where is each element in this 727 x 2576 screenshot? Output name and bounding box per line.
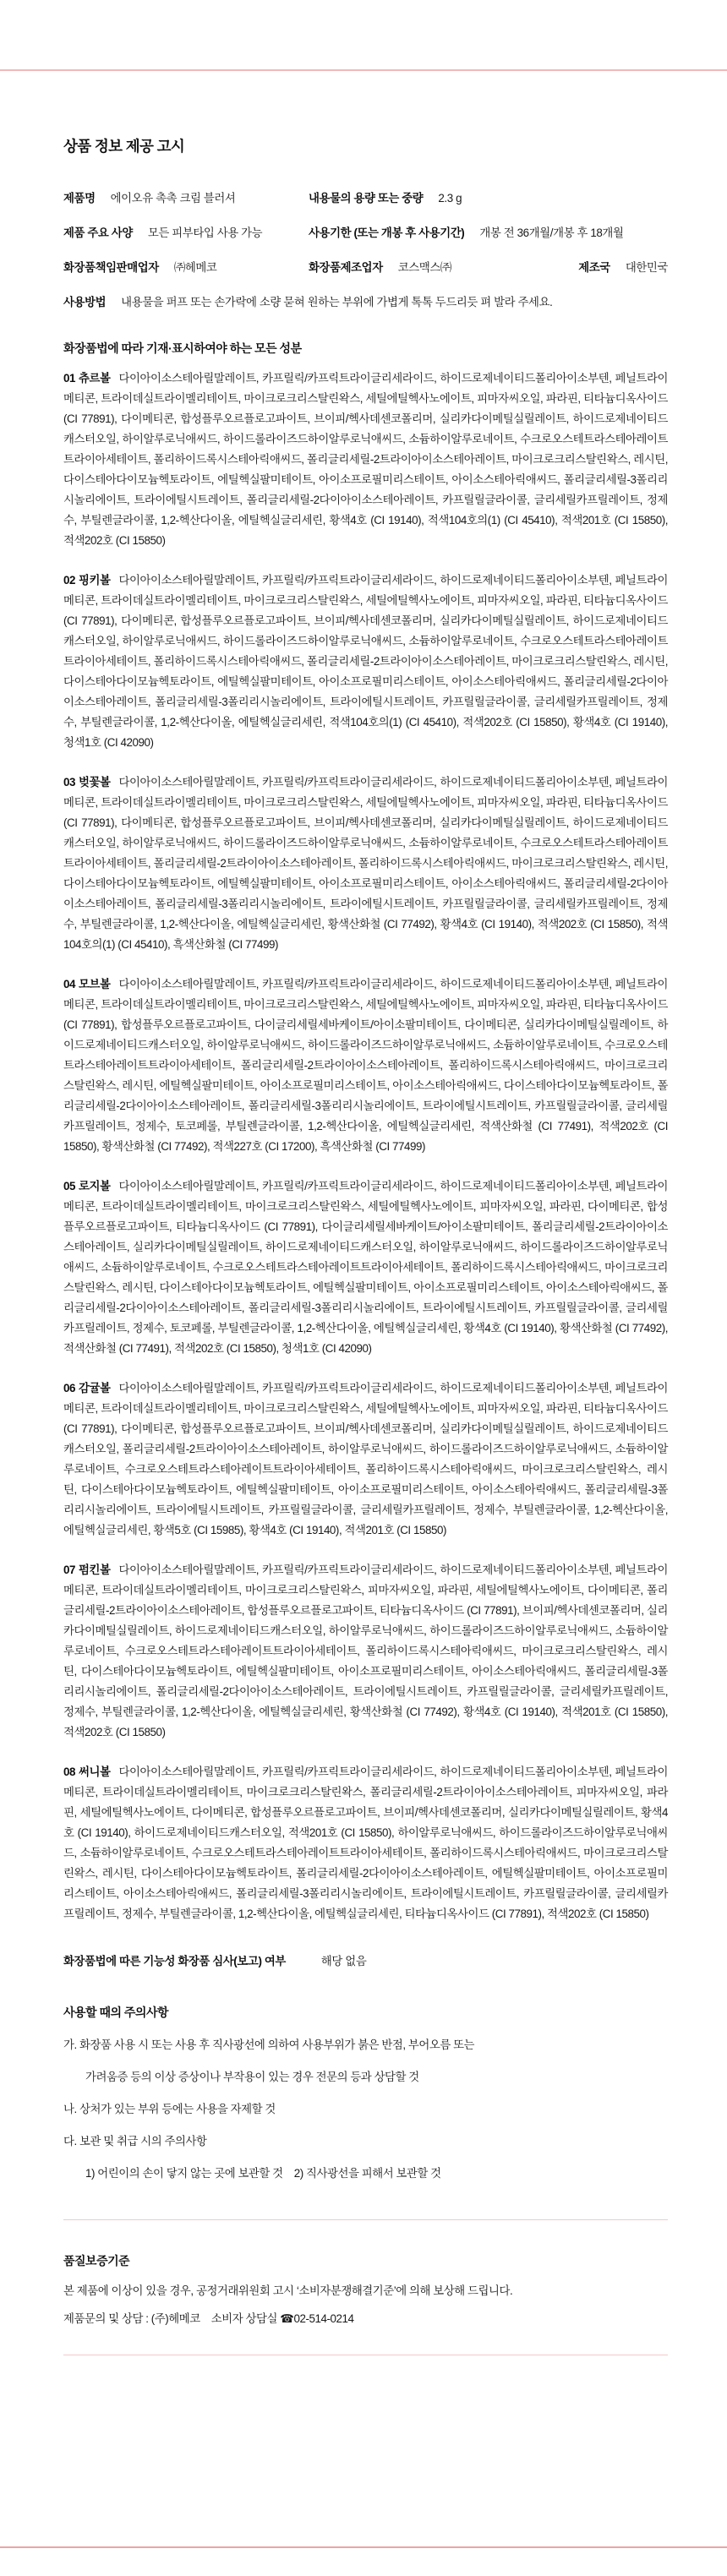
- shade-ingredients-05: [63, 1176, 668, 1359]
- bottom-spacer: [0, 2355, 727, 2546]
- field-value: 대한민국: [625, 261, 668, 274]
- ingredients-heading: 화장품법에 따라 기재·표시하여야 하는 모든 성분: [63, 341, 302, 355]
- shade-ingredients-07: [63, 1560, 668, 1743]
- ingredient-list: 다이아이소스테아릴말레이트, 카프릴릭/카프릭트라이글리세라이드, 하이드로제네이티드폴리아이소부텐, 페닐트라이메티콘, 트라이데실트라이멜리테이트, 마이크로크리스탈린왁스, 세틸에틸헥사노에이트, 피마자씨오일, 파라핀, 티타늄디옥사이드 (CI 77891), 다이메티콘, 합성플루오르플로고파이트, 브이피/헥사데센코폴리머, 실리카다이메틸실릴레이트, 하이드로제네이티드캐스터오일, 폴리글리세릴-2트라이아이소스테아레이트, 하이알루로닉애씨드, 하이드롤라이즈드하이알루로닉애씨드, 소듐하이알루로네이트, 수크로오스테트라스테아레이트트라이아세테이트, 폴리하이드록시스테아릭애씨드, 마이크로크리스탈린왁스, 레시틴, 다이스테아다이모늄헥토라이트, 에틸헥실팔미테이트, 아이소프로필미리스테이트, 아이소스테아릭애씨드, 폴리글리세릴-3폴리리시놀리에이트, 트라이에틸시트레이트, 카프릴릴글라이콜, 글리세릴카프릴레이트, 정제수, 부틸렌글라이콜, 1,2-헥산다이올, 에틸헥실글리세린, 황색5호 (CI 15985), 황색4호 (CI 19140), 적색201호 (CI 15850): [63, 1382, 668, 1536]
- shade-label: 03 벚꽃볼: [63, 776, 111, 789]
- shade-label: 01 츄르볼: [63, 372, 111, 385]
- shade-ingredients-08: [63, 1762, 668, 1924]
- caution-line: 가. 화장품 사용 시 또는 사용 후 직사광선에 의하여 사용부위가 붉은 반점, 부어오름 또는: [63, 2038, 475, 2051]
- table-row: [63, 294, 668, 311]
- caution-line: 나. 상처가 있는 부위 등에는 사용을 자제할 것: [63, 2103, 276, 2115]
- info-cell-product-name: [63, 190, 309, 207]
- caution-line: 가려움증 등의 이상 증상이나 부작용이 있는 경우 전문의 등과 상담할 것: [85, 2071, 419, 2083]
- field-value: ㈜헤메코: [173, 261, 217, 274]
- info-cell-country: [578, 259, 668, 276]
- shade-ingredients-02: [63, 570, 668, 753]
- table-row: [63, 190, 668, 207]
- field-label: 사용방법: [63, 296, 107, 308]
- info-cell-manufacturer: [309, 259, 578, 276]
- field-label: 내용물의 용량 또는 중량: [309, 192, 424, 205]
- bottom-padding: [0, 2548, 727, 2576]
- shade-label: 05 로지볼: [63, 1180, 111, 1192]
- field-value: 해당 없음: [320, 1955, 367, 1967]
- ingredient-list: 다이아이소스테아릴말레이트, 카프릴릭/카프릭트라이글리세라이드, 하이드로제네이티드폴리아이소부텐, 페닐트라이메티콘, 트라이데실트라이멜리테이트, 마이크로크리스탈린왁스, 세틸에틸헥사노에이트, 피마자씨오일, 파라핀, 티타늄디옥사이드 (CI 77891), 다이메티콘, 합성플루오르플로고파이트, 브이피/헥사데센코폴리머, 실리카다이메틸실릴레이트, 하이드로제네이티드캐스터오일, 하이알루로닉애씨드, 하이드롤라이즈드하이알루로닉애씨드, 소듐하이알루로네이트, 수크로오스테트라스테아레이트트라이아세테이트, 폴리하이드록시스테아릭애씨드, 폴리글리세릴-2트라이아이소스테아레이트, 마이크로크리스탈린왁스, 레시틴, 다이스테아다이모늄헥토라이트, 에틸헥실팔미테이트, 아이소프로필미리스테이트, 아이소스테아릭애씨드, 폴리글리세릴-2다이아이소스테아레이트, 폴리글리세릴-3폴리리시놀리에이트, 트라이에틸시트레이트, 카프릴릴글라이콜, 글리세릴카프릴레이트, 정제수, 부틸렌글라이콜, 1,2-헥산다이올, 에틸헥실글리세린, 적색104호의(1) (CI 45410), 적색202호 (CI 15850), 황색4호 (CI 19140), 청색1호 (CI 42090): [63, 574, 668, 749]
- shade-label: 07 펌킨볼: [63, 1564, 111, 1576]
- section-divider: [63, 2219, 668, 2220]
- shade-label: 04 모브볼: [63, 978, 111, 991]
- field-value: 에이오유 촉촉 크림 블러셔: [110, 192, 236, 205]
- info-cell-usage: [63, 294, 552, 311]
- field-label: 화장품책임판매업자: [63, 261, 159, 274]
- info-cell-functional: [63, 1953, 366, 1970]
- field-label: 제조국: [578, 261, 610, 274]
- ingredient-list: 다이아이소스테아릴말레이트, 카프릴릭/카프릭트라이글리세라이드, 하이드로제네이티드폴리아이소부텐, 페닐트라이메티콘, 트라이데실트라이멜리테이트, 마이크로크리스탈린왁스, 세틸에틸헥사노에이트, 피마자씨오일, 파라핀, 티타늄디옥사이드 (CI 77891), 다이메티콘, 합성플루오르플로고파이트, 브이피/헥사데센코폴리머, 실리카다이메틸실릴레이트, 하이드로제네이티드캐스터오일, 하이알루로닉애씨드, 하이드롤라이즈드하이알루로닉애씨드, 소듐하이알루로네이트, 수크로오스테트라스테아레이트트라이아세테이트, 폴리하이드록시스테아릭애씨드, 폴리글리세릴-2트라이아이소스테아레이트, 마이크로크리스탈린왁스, 레시틴, 다이스테아다이모늄헥토라이트, 에틸헥실팔미테이트, 아이소프로필미리스테이트, 아이소스테아릭애씨드, 폴리글리세릴-3폴리리시놀리에이트, 트라이에틸시트레이트, 폴리글리세릴-2다이아이소스테아레이트, 카프릴릴글라이콜, 글리세릴카프릴레이트, 정제수, 부틸렌글라이콜, 1,2-헥산다이올, 에틸헥실글리세린, 황색4호 (CI 19140), 적색104호의(1) (CI 45410), 적색201호 (CI 15850), 적색202호 (CI 15850): [63, 372, 668, 547]
- ingredient-list: 다이아이소스테아릴말레이트, 카프릴릭/카프릭트라이글리세라이드, 하이드로제네이티드폴리아이소부텐, 페닐트라이메티콘, 트라이데실트라이멜리테이트, 마이크로크리스탈린왁스, 폴리글리세릴-2트라이아이소스테아레이트, 피마자씨오일, 파라핀, 세틸에틸헥사노에이트, 다이메티콘, 합성플루오르플로고파이트, 브이피/헥사데센코폴리머, 실리카다이메틸실릴레이트, 황색4호 (CI 19140), 하이드로제네이티드캐스터오일, 적색201호 (CI 15850), 하이알루로닉애씨드, 하이드롤라이즈드하이알루로닉애씨드, 소듐하이알루로네이트, 수크로오스테트라스테아레이트트라이아세테이트, 폴리하이드록시스테아릭애씨드, 마이크로크리스탈린왁스, 레시틴, 다이스테아다이모늄헥토라이트, 폴리글리세릴-2다이아이소스테아레이트, 에틸헥실팔미테이트, 아이소프로필미리스테이트, 아이소스테아릭애씨드, 폴리글리세릴-3폴리리시놀리에이트, 트라이에틸시트레이트, 카프릴릴글라이콜, 글리세릴카프릴레이트, 정제수, 부틸렌글라이콜, 1,2-헥산다이올, 에틸헥실글리세린, 티타늄디옥사이드 (CI 77891), 적색202호 (CI 15850): [63, 1766, 668, 1920]
- caution-line: 1) 어린이의 손이 닿지 않는 곳에 보관할 것 2) 직사광선을 피해서 보관할 것: [85, 2167, 441, 2180]
- shade-ingredients-03: [63, 772, 668, 955]
- field-label: 사용기한 (또는 개봉 후 사용기간): [309, 226, 465, 239]
- info-cell-product-spec: [63, 225, 309, 242]
- ingredient-list: 다이아이소스테아릴말레이트, 카프릴릭/카프릭트라이글리세라이드, 하이드로제네이티드폴리아이소부텐, 페닐트라이메티콘, 트라이데실트라이멜리테이트, 마이크로크리스탈린왁스, 세틸에틸헥사노에이트, 피마자씨오일, 파라핀, 티타늄디옥사이드 (CI 77891), 합성플루오르플로고파이트, 다이글리세릴세바케이트/아이소팔미테이트, 다이메티콘, 실리카다이메틸실릴레이트, 하이드로제네이티드캐스터오일, 하이알루로닉애씨드, 하이드롤라이즈드하이알루로닉애씨드, 소듐하이알루로네이트, 수크로오스테트라스테아레이트트라이아세테이트, 폴리글리세릴-2트라이아이소스테아레이트, 폴리하이드록시스테아릭애씨드, 마이크로크리스탈린왁스, 레시틴, 에틸헥실팔미테이트, 아이소프로필미리스테이트, 아이소스테아릭애씨드, 다이스테아다이모늄헥토라이트, 폴리글리세릴-2다이아이소스테아레이트, 폴리글리세릴-3폴리리시놀리에이트, 트라이에틸시트레이트, 카프릴릴글라이콜, 글리세릴카프릴레이트, 정제수, 토코페롤, 부틸렌글라이콜, 1,2-헥산다이올, 에틸헥실글리세린, 적색산화철 (CI 77491), 적색202호 (CI 15850), 황색산화철 (CI 77492), 적색227호 (CI 17200), 흑색산화철 (CI 77499): [63, 978, 668, 1153]
- table-row: [63, 225, 668, 242]
- field-value: 내용물을 퍼프 또는 손가락에 소량 묻혀 원하는 부위에 가볍게 톡톡 두드리듯 펴 발라 주세요.: [121, 296, 553, 308]
- shade-label: 02 핑키볼: [63, 574, 111, 587]
- field-label: 제품명: [63, 192, 96, 205]
- caution-line: 다. 보관 및 취급 시의 주의사항: [63, 2135, 207, 2148]
- table-row: [63, 259, 668, 276]
- info-cell-seller: [63, 259, 309, 276]
- top-frame-line: [0, 69, 727, 71]
- field-value: 개봉 전 36개월/개봉 후 18개월: [479, 226, 624, 239]
- field-value: 2.3 g: [438, 192, 462, 205]
- ingredient-list: 다이아이소스테아릴말레이트, 카프릴릭/카프릭트라이글리세라이드, 하이드로제네이티드폴리아이소부텐, 페닐트라이메티콘, 트라이데실트라이멜리테이트, 마이크로크리스탈린왁스, 세틸에틸헥사노에이트, 피마자씨오일, 파라핀, 티타늄디옥사이드 (CI 77891), 다이메티콘, 합성플루오르플로고파이트, 브이피/헥사데센코폴리머, 실리카다이메틸실릴레이트, 하이드로제네이티드캐스터오일, 하이알루로닉애씨드, 하이드롤라이즈드하이알루로닉애씨드, 소듐하이알루로네이트, 수크로오스테트라스테아레이트트라이아세테이트, 폴리글리세릴-2트라이아이소스테아레이트, 폴리하이드록시스테아릭애씨드, 마이크로크리스탈린왁스, 레시틴, 다이스테아다이모늄헥토라이트, 에틸헥실팔미테이트, 아이소프로필미리스테이트, 아이소스테아릭애씨드, 폴리글리세릴-2다이아이소스테아레이트, 폴리글리세릴-3폴리리시놀리에이트, 트라이에틸시트레이트, 카프릴릴글라이콜, 글리세릴카프릴레이트, 정제수, 부틸렌글라이콜, 1,2-헥산다이올, 에틸헥실글리세린, 황색산화철 (CI 77492), 황색4호 (CI 19140), 적색202호 (CI 15850), 적색104호의(1) (CI 45410), 흑색산화철 (CI 77499): [63, 776, 668, 951]
- shade-ingredients-04: [63, 974, 668, 1157]
- functional-review-row: [63, 1953, 668, 1970]
- field-label: 화장품법에 따른 기능성 화장품 심사(보고) 여부: [63, 1955, 286, 1967]
- info-cell-net-weight: [309, 190, 668, 207]
- shade-label: 06 감귤볼: [63, 1382, 111, 1394]
- shade-label: 08 써니볼: [63, 1766, 111, 1778]
- product-info-notice: [0, 135, 727, 2355]
- shade-ingredients-06: [63, 1378, 668, 1541]
- shade-ingredients-01: [63, 368, 668, 551]
- field-label: 화장품제조업자: [309, 261, 383, 274]
- field-label: 제품 주요 사양: [63, 226, 133, 239]
- warranty-contact-line: 제품문의 및 상담 : (주)헤메코 소비자 상담실 ☎02-514-0214: [63, 2312, 354, 2325]
- ingredient-list: 다이아이소스테아릴말레이트, 카프릴릭/카프릭트라이글리세라이드, 하이드로제네이티드폴리아이소부텐, 페닐트라이메티콘, 트라이데실트라이멜리테이트, 마이크로크리스탈린왁스, 세틸에틸헥사노에이트, 피마자씨오일, 파라핀, 다이메티콘, 합성플루오르플로고파이트, 티타늄디옥사이드 (CI 77891), 다이글리세릴세바케이트/아이소팔미테이트, 폴리글리세릴-2트라이아이소스테아레이트, 실리카다이메틸실릴레이트, 하이드로제네이티드캐스터오일, 하이알루로닉애씨드, 하이드롤라이즈드하이알루로닉애씨드, 소듐하이알루로네이트, 수크로오스테트라스테아레이트트라이아세테이트, 폴리하이드록시스테아릭애씨드, 마이크로크리스탈린왁스, 레시틴, 다이스테아다이모늄헥토라이트, 에틸헥실팔미테이트, 아이소프로필미리스테이트, 아이소스테아릭애씨드, 폴리글리세릴-2다이아이소스테아레이트, 폴리글리세릴-3폴리리시놀리에이트, 트라이에틸시트레이트, 카프릴릴글라이콜, 글리세릴카프릴레이트, 정제수, 토코페롤, 부틸렌글라이콜, 1,2-헥산다이올, 에틸헥실글리세린, 황색4호 (CI 19140), 황색산화철 (CI 77492), 적색산화철 (CI 77491), 적색202호 (CI 15850), 청색1호 (CI 42090): [63, 1180, 668, 1355]
- page-title: 상품 정보 제공 고시: [63, 138, 185, 155]
- field-value: 모든 피부타입 사용 가능: [147, 226, 263, 239]
- info-cell-expiration: [309, 225, 668, 242]
- ingredient-list: 다이아이소스테아릴말레이트, 카프릴릭/카프릭트라이글리세라이드, 하이드로제네이티드폴리아이소부텐, 페닐트라이메티콘, 트라이데실트라이멜리테이트, 마이크로크리스탈린왁스, 피마자씨오일, 파라핀, 세틸에틸헥사노에이트, 다이메티콘, 폴리글리세릴-2트라이아이소스테아레이트, 합성플루오르플로고파이트, 티타늄디옥사이드 (CI 77891), 브이피/헥사데센코폴리머, 실리카다이메틸실릴레이트, 하이드로제네이티드캐스터오일, 하이알루로닉애씨드, 하이드롤라이즈드하이알루로닉애씨드, 소듐하이알루로네이트, 수크로오스테트라스테아레이트트라이아세테이트, 폴리하이드록시스테아릭애씨드, 마이크로크리스탈린왁스, 레시틴, 다이스테아다이모늄헥토라이트, 에틸헥실팔미테이트, 아이소프로필미리스테이트, 아이소스테아릭애씨드, 폴리글리세릴-3폴리리시놀리에이트, 폴리글리세릴-2다이아이소스테아레이트, 트라이에틸시트레이트, 카프릴릴글라이콜, 글리세릴카프릴레이트, 정제수, 부틸렌글라이콜, 1,2-헥산다이올, 에틸헥실글리세린, 황색산화철 (CI 77492), 황색4호 (CI 19140), 적색201호 (CI 15850), 적색202호 (CI 15850): [63, 1564, 668, 1738]
- field-value: 코스맥스㈜: [397, 261, 451, 274]
- caution-heading: 사용할 때의 주의사항: [63, 2006, 168, 2019]
- warranty-line: 본 제품에 이상이 있을 경우, 공정거래위원회 고시 ‘소비자분쟁해결기준’에 의해 보상해 드립니다.: [63, 2284, 513, 2297]
- warranty-heading: 품질보증기준: [63, 2254, 130, 2268]
- product-info-table: [63, 190, 668, 311]
